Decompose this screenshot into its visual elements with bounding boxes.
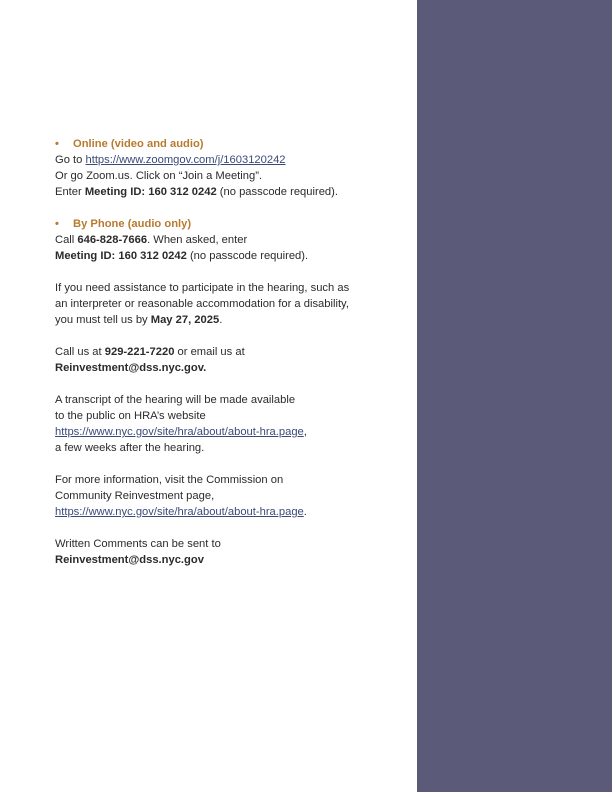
bullet-icon: •: [55, 138, 59, 150]
online-heading: [55, 136, 410, 152]
more-info-line-2: Community Reinvestment page,: [55, 490, 215, 502]
online-meeting-id: Meeting ID: 160 312 0242: [84, 186, 217, 198]
assistance-line-2: an interpreter or reasonable accommodation for a disability,: [55, 298, 349, 310]
written-line-1: Written Comments can be sent to: [55, 538, 221, 550]
enter-text: Enter: [55, 186, 85, 198]
online-go-to-line: [55, 152, 410, 168]
more-info-link[interactable]: https://www.nyc.gov/site/hra/about/about-hra.page: [55, 506, 304, 518]
contact-email-line: [55, 360, 410, 376]
side-panel: [417, 0, 612, 792]
contact-email: Reinvestment@dss.nyc.gov.: [55, 362, 207, 374]
bullet-icon: •: [55, 218, 59, 230]
online-or-line: Or go Zoom.us. Click on “Join a Meeting”.: [55, 170, 263, 182]
contact-line: [55, 344, 410, 360]
zoom-link[interactable]: https://www.zoomgov.com/j/1603120242: [85, 154, 286, 166]
more-info-line-1: For more information, visit the Commission on: [55, 474, 284, 486]
phone-call-line: [55, 232, 410, 248]
when-asked-text: . When asked, enter: [147, 234, 248, 246]
phone-heading: [55, 216, 410, 232]
online-no-passcode: (no passcode required).: [216, 186, 338, 198]
transcript-line-2: to the public on HRA’s website: [55, 410, 206, 422]
phone-no-passcode: (no passcode required).: [186, 250, 309, 262]
phone-heading-text: By Phone (audio only): [73, 218, 192, 230]
assistance-prefix: you must tell us by: [55, 314, 151, 326]
transcript-line-1: A transcript of the hearing will be made available: [55, 394, 296, 406]
written-email: Reinvestment@dss.nyc.gov: [55, 554, 204, 566]
transcript-link-suffix: ,: [303, 426, 307, 438]
written-email-line: [55, 552, 410, 568]
phone-meeting-id: Meeting ID: 160 312 0242: [55, 250, 187, 262]
more-info-link-line: [55, 504, 410, 520]
go-to-text: Go to: [55, 154, 86, 166]
transcript-link[interactable]: https://www.nyc.gov/site/hra/about/about-hra.page: [55, 426, 304, 438]
contact-suffix: or email us at: [174, 346, 245, 358]
transcript-link-line: [55, 424, 410, 440]
assistance-line-3: [55, 312, 410, 328]
call-text: Call: [55, 234, 78, 246]
assistance-line-1: If you need assistance to participate in the hearing, such as: [55, 282, 350, 294]
phone-number: 646-828-7666: [77, 234, 148, 246]
assistance-suffix: .: [219, 314, 223, 326]
contact-prefix: Call us at: [55, 346, 105, 358]
phone-meeting-id-line: [55, 248, 410, 264]
transcript-line-4: a few weeks after the hearing.: [55, 442, 205, 454]
online-meeting-id-line: [55, 184, 410, 200]
online-heading-text: Online (video and audio): [73, 138, 204, 150]
hearing-info: [55, 136, 410, 568]
contact-phone: 929-221-7220: [104, 346, 175, 358]
more-info-link-suffix: .: [303, 506, 307, 518]
deadline-date: May 27, 2025: [150, 314, 220, 326]
